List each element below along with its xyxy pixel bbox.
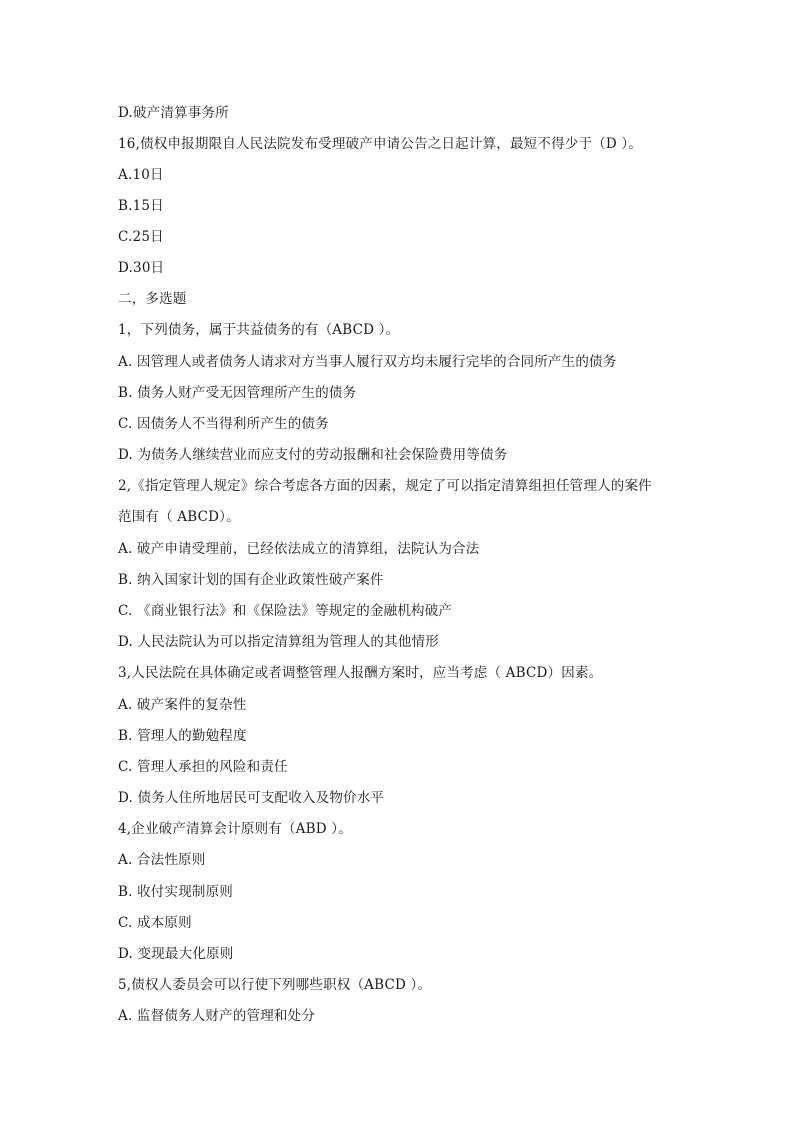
option-line: B. 收付实现制原则 <box>118 884 234 900</box>
section-heading: 二，多选题 <box>118 291 187 307</box>
question-line: 3,人民法院在具体确定或者调整管理人报酬方案时，应当考虑（ ABCD）因素。 <box>118 665 603 681</box>
option-line: B.15日 <box>118 198 164 214</box>
option-line: A. 破产申请受理前，已经依法成立的清算组，法院认为合法 <box>118 541 480 557</box>
option-line: D. 债务人住所地居民可支配收入及物价水平 <box>118 790 385 806</box>
option-line: C. 《商业银行法》和《保险法》等规定的金融机构破产 <box>118 603 453 619</box>
option-line: A. 因管理人或者债务人请求对方当事人履行双方均未履行完毕的合同所产生的债务 <box>118 354 617 370</box>
question-line: 5,债权人委员会可以行使下列哪些职权（ABCD ）。 <box>118 977 432 993</box>
option-line: C. 管理人承担的风险和责任 <box>118 759 288 775</box>
option-line: B. 纳入国家计划的国有企业政策性破产案件 <box>118 572 384 588</box>
option-line: D. 为债务人继续营业而应支付的劳动报酬和社会保险费用等债务 <box>118 447 508 463</box>
option-line: A.10日 <box>118 167 164 183</box>
option-line: A. 合法性原则 <box>118 852 206 868</box>
option-line: D. 变现最大化原则 <box>118 946 234 962</box>
option-line: D.30日 <box>118 260 165 276</box>
option-line: D. 人民法院认为可以指定清算组为管理人的其他情形 <box>118 634 439 650</box>
question-line-continued: 范围有（ ABCD）。 <box>118 509 240 525</box>
option-line: B. 管理人的勤勉程度 <box>118 728 247 744</box>
question-line: 2,《指定管理人规定》综合考虑各方面的因素，规定了可以指定清算组担任管理人的案件 <box>118 478 652 494</box>
option-line: C. 因债务人不当得利所产生的债务 <box>118 416 329 432</box>
option-line: D.破产清算事务所 <box>118 105 229 121</box>
option-line: B. 债务人财产受无因管理所产生的债务 <box>118 385 357 401</box>
option-line: A. 破产案件的复杂性 <box>118 697 247 713</box>
question-line: 16,债权申报期限自人民法院发布受理破产申请公告之日起计算，最短不得少于（D ）。 <box>118 136 643 152</box>
option-line: A. 监督债务人财产的管理和处分 <box>118 1008 316 1024</box>
question-line: 4,企业破产清算会计原则有（ABD ）。 <box>118 821 352 837</box>
option-line: C.25日 <box>118 229 164 245</box>
option-line: C. 成本原则 <box>118 915 192 931</box>
question-line: 1，下列债务，属于共益债务的有（ABCD ）。 <box>118 322 400 338</box>
